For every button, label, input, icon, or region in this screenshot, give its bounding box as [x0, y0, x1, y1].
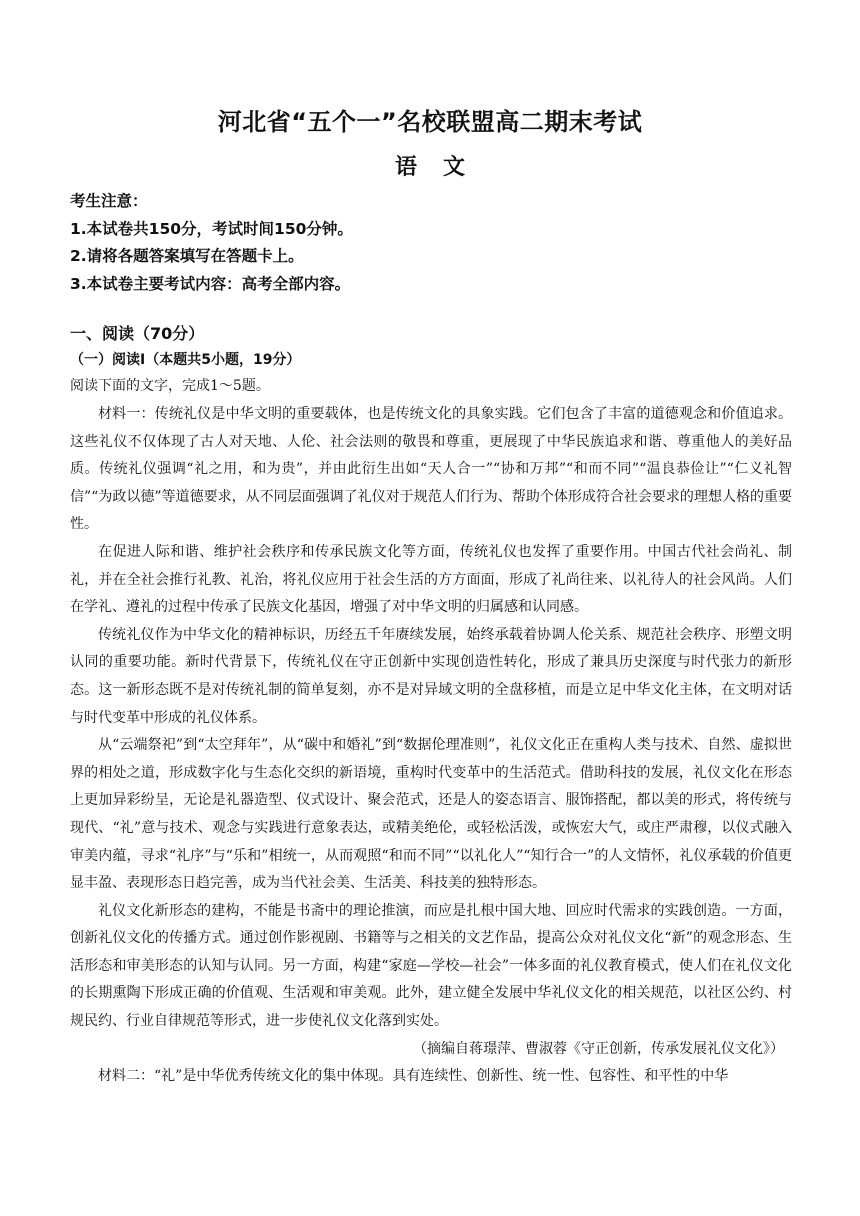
passage-paragraph: 传统礼仪作为中华文化的精神标识，历经五千年赓续发展，始终承载着协调人伦关系、规范社会秩序、形塑文明认同的重要功能。新时代背景下，传统礼仪在守正创新中实现创造性转化，形成了兼具历史深度与时代张力的新形态。这一新形态既不是对传统礼制的简单复刻，亦不是对异域文明的全盘移植，而是立足中华文化主体，在文明对话与时代变革中形成的礼仪体系。 — [70, 626, 792, 726]
passage-paragraph: 礼仪文化新形态的建构，不能是书斋中的理论推演，而应是扎根中国大地、回应时代需求的实践创造。一方面，创新礼仪文化的传播方式。通过创作影视剧、书籍等与之相关的文艺作品，提高公众对礼仪文化“新”的观念形态、生活形态和审美形态的认知与认同。另一方面，构建“家庭—学校—社会”一体多面的礼仪教育模式，使人们在礼仪文化的长期熏陶下形成正确的价值观、生活观和审美观。此外，建立健全发展中华礼仪文化的相关规范，以社区公约、村规民约、行业自律规范等形式，进一步使礼仪文化落到实处。 — [70, 902, 792, 1030]
material-two-start: 材料二：“礼”是中华优秀传统文化的集中体现。具有连续性、创新性、统一性、包容性、和平性的中华 — [98, 1068, 729, 1085]
notice-item: 2.请将各题答案填写在答题卡上。 — [70, 247, 304, 265]
exam-title: 河北省“五个一”名校联盟高二期末考试 — [217, 108, 643, 136]
passage-paragraph: 在促进人际和谐、维护社会秩序和传承民族文化等方面，传统礼仪也发挥了重要作用。中国古代社会尚礼、制礼，并在全社会推行礼教、礼治，将礼仪应用于社会生活的方方面面，形成了礼尚往来、以礼待人的社会风尚。人们在学礼、遵礼的过程中传承了民族文化基因，增强了对中华文明的归属感和认同感。 — [70, 543, 792, 616]
passage-source: （摘编自蒋璟萍、曹淑蓉《守正创新，传承发展礼仪文化》） — [413, 1040, 784, 1057]
reading-passage — [70, 401, 792, 1091]
notice-heading: 考生注意： — [70, 192, 148, 210]
reading-instruction: 阅读下面的文字，完成1～5题。 — [70, 378, 270, 394]
subsection-heading: （一）阅读Ⅰ（本题共5小题，19分） — [70, 352, 301, 368]
notice-item: 1.本试卷共150分，考试时间150分钟。 — [70, 219, 353, 238]
candidate-notice — [70, 188, 790, 298]
passage-paragraph: 从“云端祭祀”到“太空拜年”，从“碳中和婚礼”到“数据伦理准则”，礼仪文化正在重构人类与技术、自然、虚拟世界的相处之道，形成数字化与生态化交织的新语境，重构时代变革中的生活范式。借助科技的发展，礼仪文化在形态上更加异彩纷呈，无论是礼器造型、仪式设计、聚会范式，还是人的姿态语言、服饰搭配，都以美的形式，将传统与现代、“礼”意与技术、观念与实践进行意象表达，或精美绝伦，或轻松活泼，或恢宏大气，或庄严肃穆，以仪式融入审美内蕴，寻求“礼序”与“乐和”相统一，从而观照“和而不同”“以礼化人”“知行合一”的人文情怀，礼仪承载的价值更显丰盈、表现形态日趋完善，成为当代社会美、生活美、科技美的独特形态。 — [70, 737, 792, 892]
section-heading: 一、阅读（70分） — [70, 324, 205, 343]
passage-paragraph: 材料一：传统礼仪是中华文明的重要载体，也是传统文化的具象实践。它们包含了丰富的道德观念和价值追求。这些礼仪不仅体现了古人对天地、人伦、社会法则的敬畏和尊重，更展现了中华民族追求和谐、尊重他人的美好品质。传统礼仪强调“礼之用，和为贵”，并由此衍生出如“天人合一”“协和万邦”“和而不同”“温良恭俭让”“仁义礼智信”“为政以德”等道德要求，从不同层面强调了礼仪对于规范人们行为、帮助个体形成符合社会要求的理想人格的重要性。 — [70, 406, 792, 533]
exam-subject: 语文 — [394, 155, 491, 180]
notice-item: 3.本试卷主要考试内容：高考全部内容。 — [70, 274, 351, 293]
